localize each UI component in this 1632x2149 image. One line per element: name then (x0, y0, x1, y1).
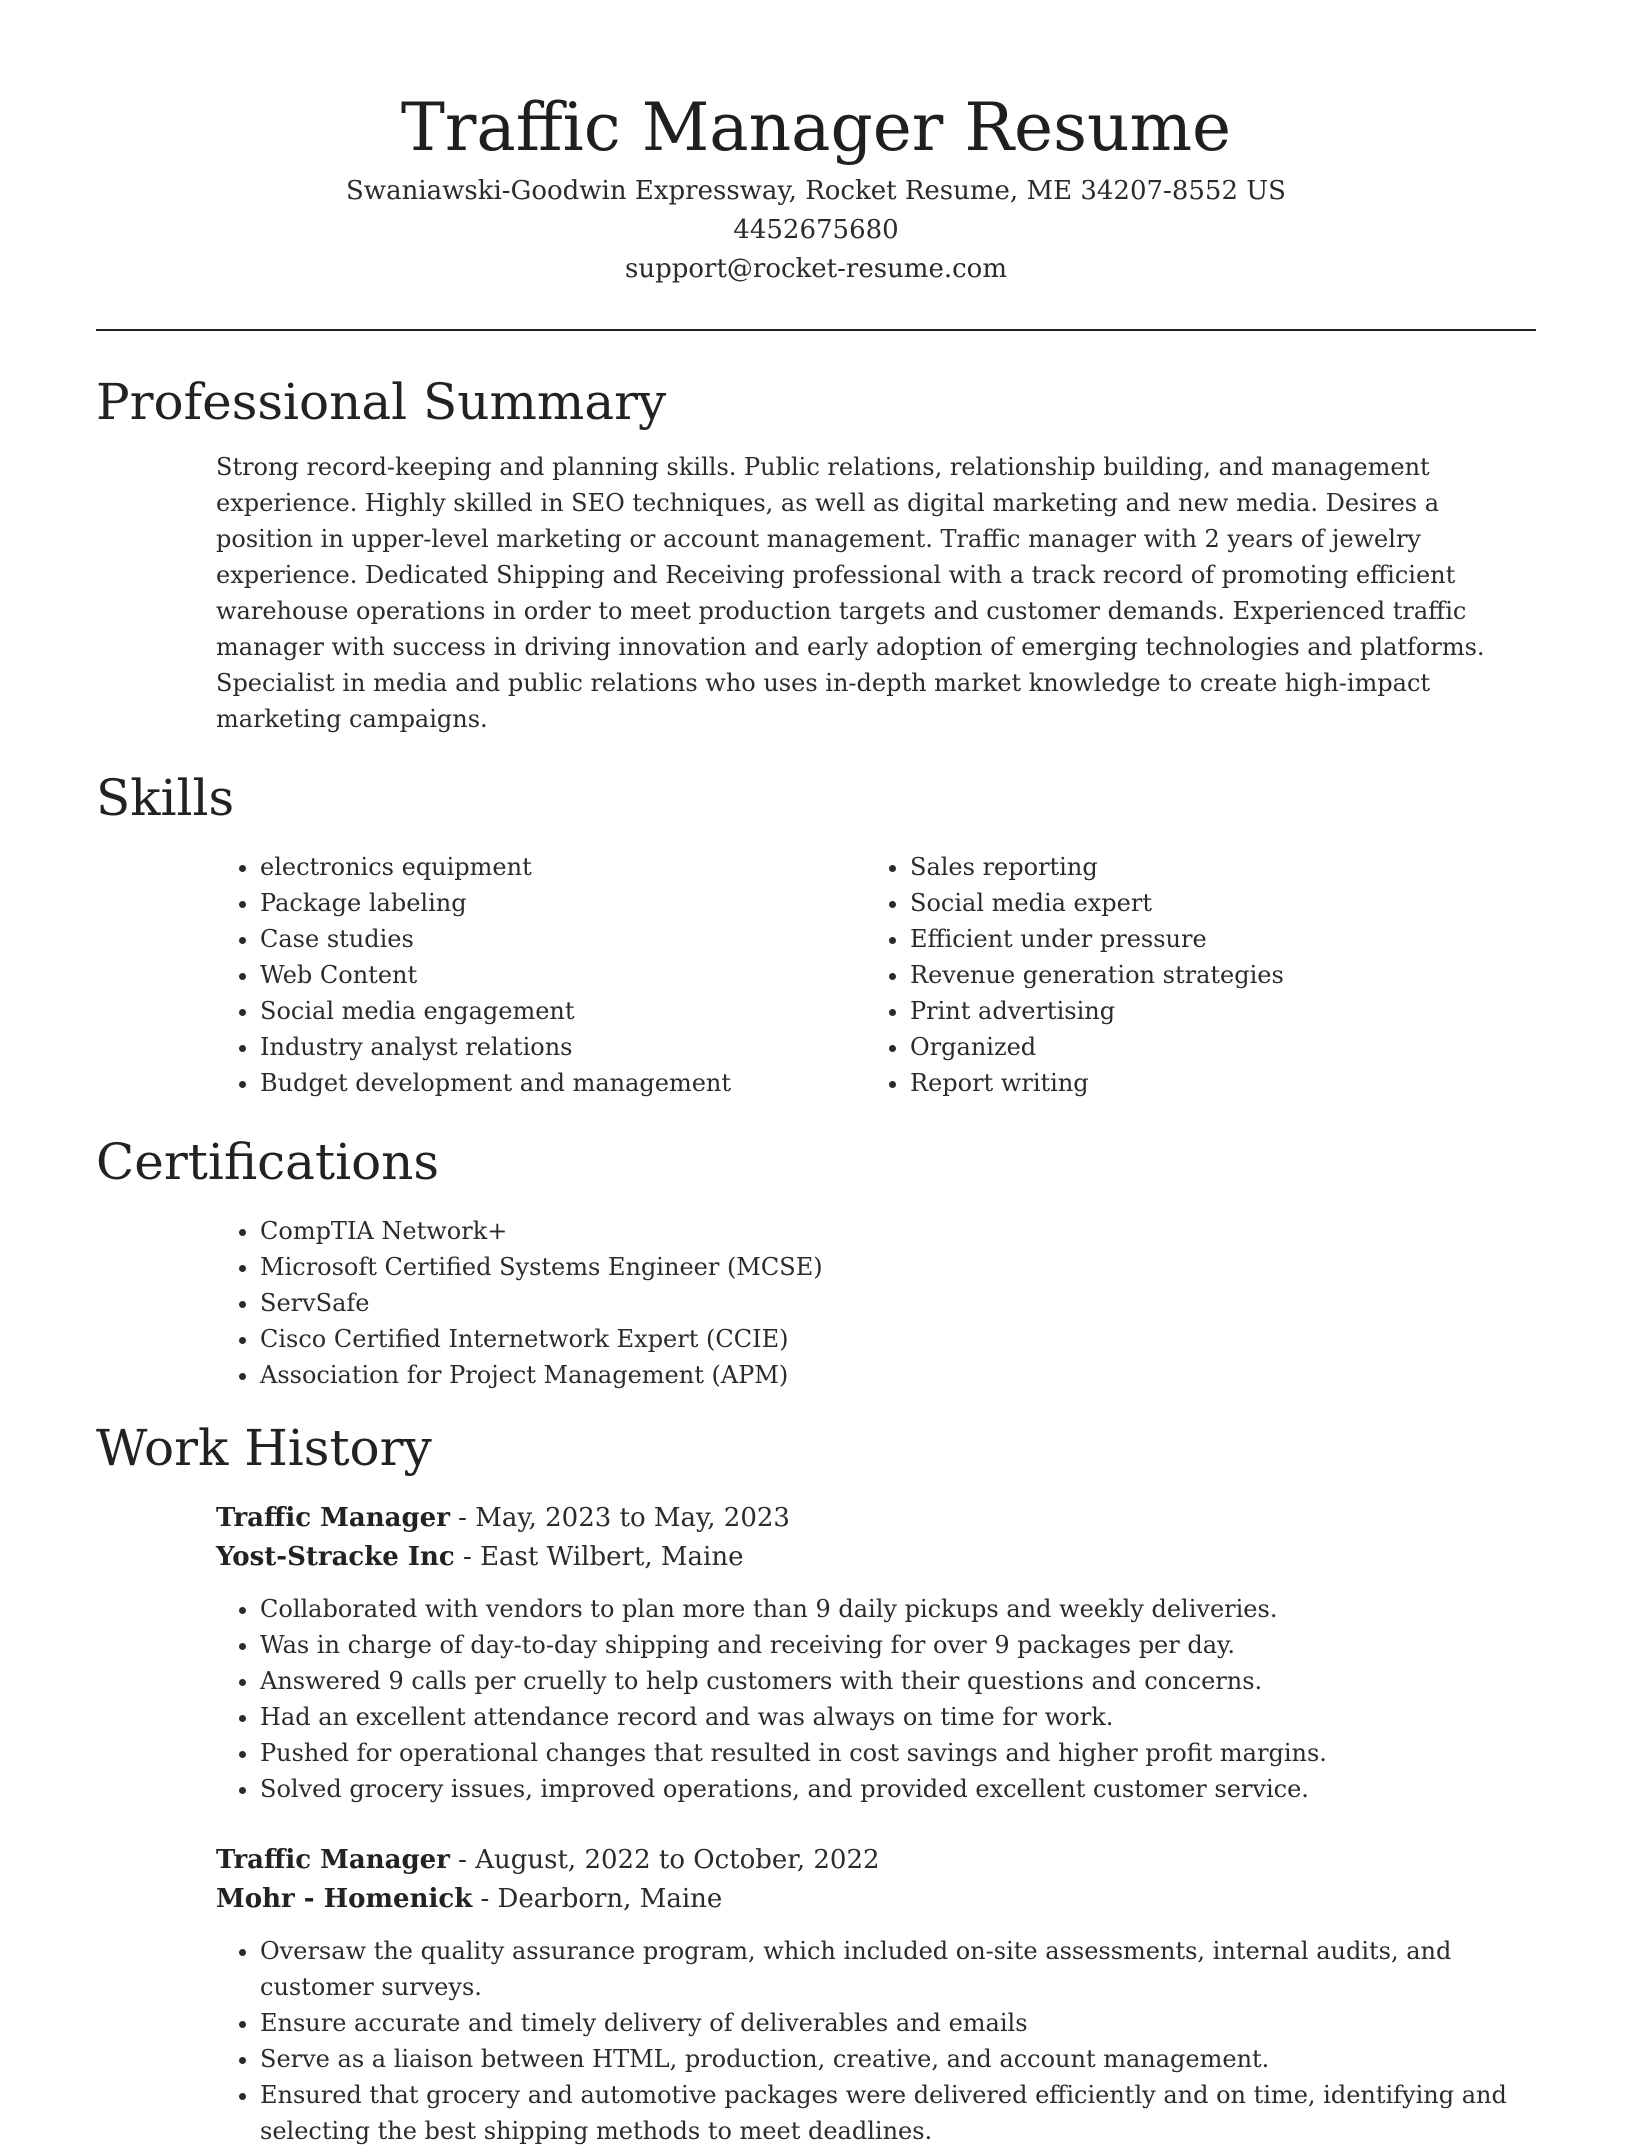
section-title-work-history: Work History (96, 1419, 432, 1477)
list-item: • Sales reporting (910, 849, 1516, 885)
job-company: Yost-Stracke Inc (216, 1542, 455, 1572)
list-item: • Answered 9 calls per cruelly to help customers with their questions and concerns. (260, 1663, 1536, 1699)
list-item: • Package labeling (260, 885, 866, 921)
list-item: • Had an excellent attendance record and was always on time for work. (260, 1699, 1536, 1735)
list-item: • Case studies (260, 921, 866, 957)
resume-title: Traffic Manager Resume (400, 89, 1232, 166)
list-item: • Association for Project Management (APM) (260, 1357, 1536, 1393)
job-company-line (216, 1538, 1536, 1577)
job-bullets (216, 1591, 1536, 1807)
job-bullets (216, 1933, 1536, 2149)
job-role: Traffic Manager (216, 1845, 450, 1875)
section-title-skills: Skills (96, 769, 235, 827)
list-item: • Serve as a liaison between HTML, production, creative, and account management. (260, 2041, 1536, 2077)
skills-grid (216, 849, 1536, 1101)
header-divider (96, 329, 1536, 331)
list-item: • Ensure accurate and timely delivery of deliverables and emails (260, 2005, 1536, 2041)
list-item: • Social media expert (910, 885, 1516, 921)
list-item: • Solved grocery issues, improved operations, and provided excellent customer service. (260, 1771, 1536, 1807)
list-item: • Industry analyst relations (260, 1029, 866, 1065)
job-dates: - August, 2022 to October, 2022 (449, 1845, 880, 1875)
list-item: • electronics equipment (260, 849, 866, 885)
skills-list-left (216, 849, 866, 1101)
job-location: - Dearborn, Maine (472, 1884, 723, 1914)
job-title-line (216, 1841, 1536, 1880)
job-company-line (216, 1880, 1536, 1919)
list-item: • Revenue generation strategies (910, 957, 1516, 993)
job-location: - East Wilbert, Maine (454, 1542, 744, 1572)
skills-list-right (866, 849, 1516, 1101)
skills-column-left (216, 849, 866, 1101)
list-item: • Oversaw the quality assurance program, which included on-site assessments, internal audits, and customer surveys. (260, 1933, 1536, 2005)
list-item: • Organized (910, 1029, 1516, 1065)
list-item: • CompTIA Network+ (260, 1213, 1536, 1249)
job-company: Mohr - Homenick (216, 1884, 473, 1914)
section-title-summary: Professional Summary (96, 373, 667, 431)
list-item: • Efficient under pressure (910, 921, 1516, 957)
list-item: • Report writing (910, 1065, 1516, 1101)
contact-email: support@rocket-resume.com (624, 254, 1007, 284)
job-entry (216, 1841, 1536, 2149)
job-role: Traffic Manager (216, 1503, 450, 1533)
resume-header (96, 0, 1536, 289)
job-entry (216, 1499, 1536, 1807)
contact-address: Swaniawski-Goodwin Expressway, Rocket Resume, ME 34207-8552 US (346, 176, 1286, 206)
list-item: • Cisco Certified Internetwork Expert (CCIE) (260, 1321, 1536, 1357)
list-item: • Budget development and management (260, 1065, 866, 1101)
section-title-certifications: Certifications (96, 1133, 440, 1191)
job-dates: - May, 2023 to May, 2023 (449, 1503, 790, 1533)
list-item: • Social media engagement (260, 993, 866, 1029)
list-item: • Ensured that grocery and automotive packages were delivered efficiently and on time, identifying and selecting the best shipping methods to meet deadlines. (260, 2077, 1536, 2149)
job-title-line (216, 1499, 1536, 1538)
list-item: • ServSafe (260, 1285, 1536, 1321)
list-item: • Web Content (260, 957, 866, 993)
certifications-list (216, 1213, 1536, 1393)
list-item: • Pushed for operational changes that resulted in cost savings and higher profit margins. (260, 1735, 1536, 1771)
list-item: • Microsoft Certified Systems Engineer (MCSE) (260, 1249, 1536, 1285)
list-item: • Collaborated with vendors to plan more than 9 daily pickups and weekly deliveries. (260, 1591, 1536, 1627)
contact-phone: 4452675680 (733, 215, 899, 245)
list-item: • Print advertising (910, 993, 1516, 1029)
summary-text: Strong record-keeping and planning skills. Public relations, relationship building, and management experience. Highly skilled in SEO techniques, as well as digital marketing and new media. Desires a position in upper-level marketing or account management. Traffic manager with 2 years of jewelry experience. Dedicated Shipping and Receiving professional with a track record of promoting efficient warehouse operations in order to meet production targets and customer demands. Experienced traffic manager with success in driving innovation and early adoption of emerging technologies and platforms. Specialist in media and public relations who uses in-depth market knowledge to create high-impact marketing campaigns. (216, 453, 1485, 733)
skills-column-right (866, 849, 1516, 1101)
list-item: • Was in charge of day-to-day shipping and receiving for over 9 packages per day. (260, 1627, 1536, 1663)
certifications-block (216, 1213, 1536, 1393)
